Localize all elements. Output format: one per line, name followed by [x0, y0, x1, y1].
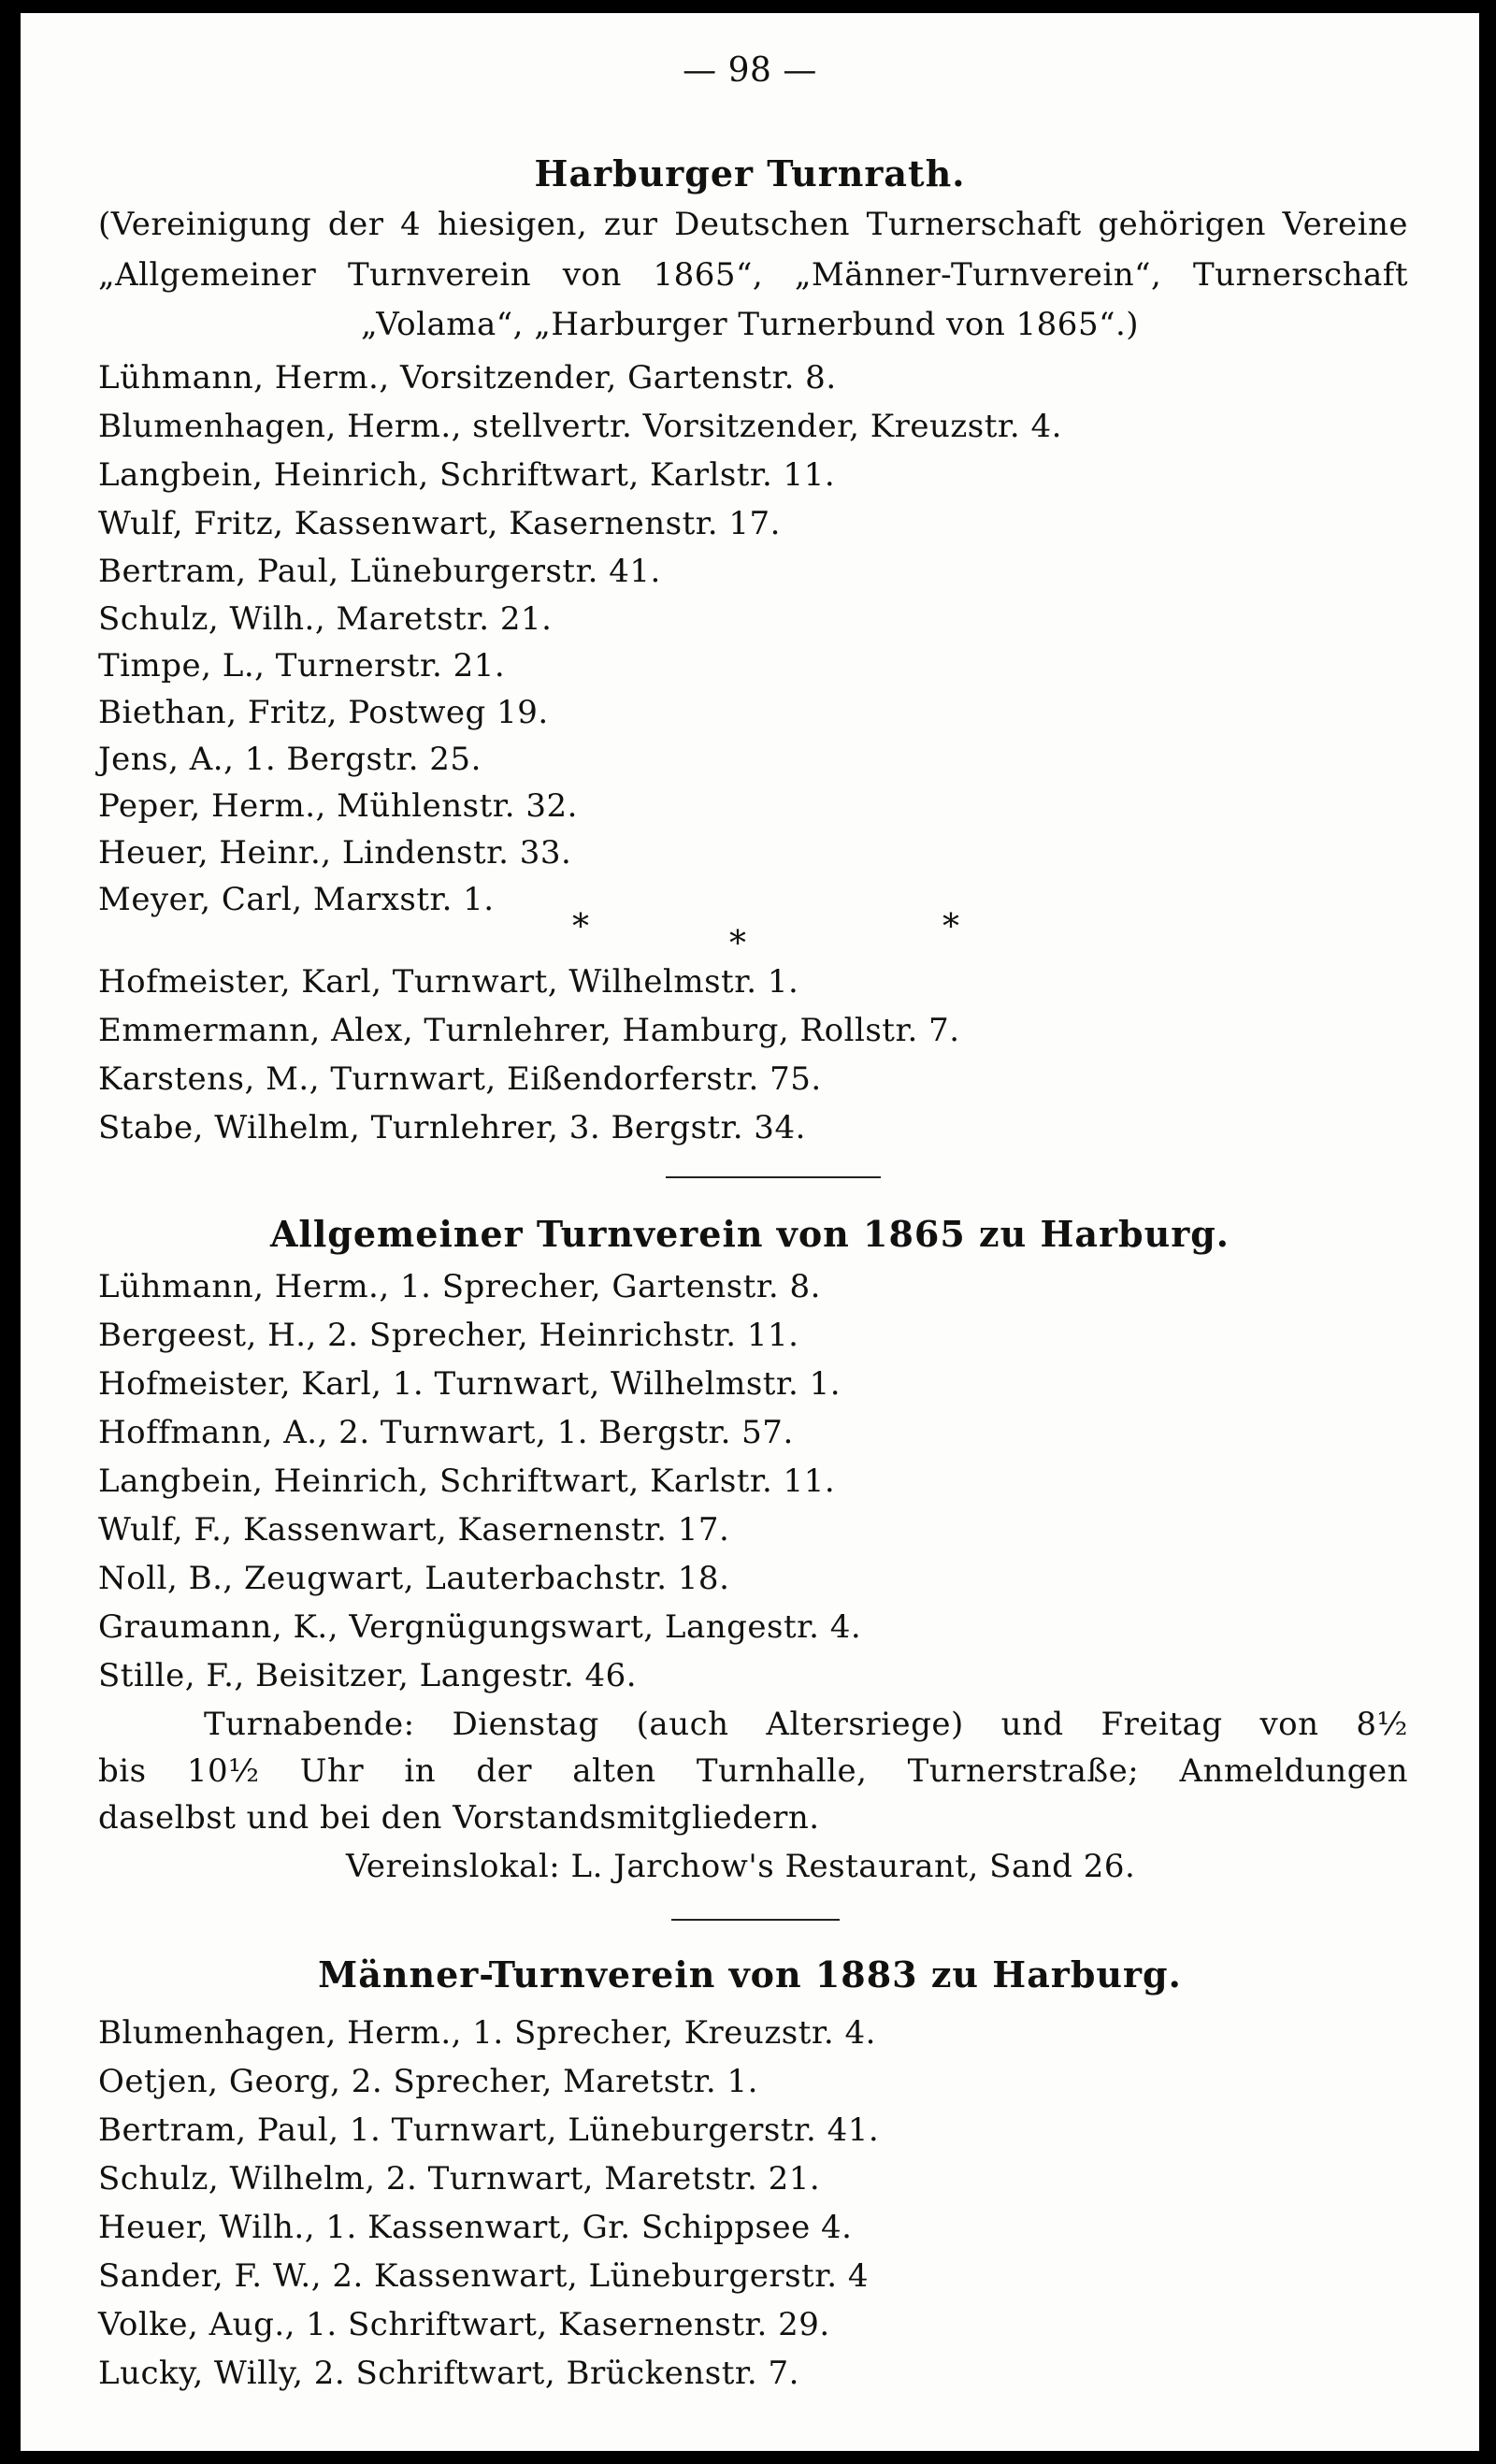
list-item: Biethan, Fritz, Postweg 19.	[98, 694, 549, 731]
list-item: Peper, Herm., Mühlenstr. 32.	[98, 787, 578, 825]
intro-line-3: „Volama“, „Harburger Turnerbund von 1865“.)	[360, 306, 1140, 343]
intro-line-1: (Vereinigung der 4 hiesigen, zur Deutschen Turnerschaft gehörigen Vereine	[98, 206, 1408, 243]
list-item: Hofmeister, Karl, 1. Turnwart, Wilhelmstr. 1.	[98, 1365, 842, 1403]
list-item: Sander, F. W., 2. Kassenwart, Lüneburgerstr. 4	[98, 2257, 869, 2295]
list-item: Bertram, Paul, 1. Turnwart, Lüneburgerstr. 41.	[98, 2111, 880, 2149]
list-item: Heuer, Wilh., 1. Kassenwart, Gr. Schippsee 4.	[98, 2209, 853, 2246]
list-item: Stabe, Wilhelm, Turnlehrer, 3. Bergstr. 34.	[98, 1109, 806, 1146]
section-heading-turnrath: Harburger Turnrath.	[534, 152, 966, 195]
club-venue: Vereinslokal: L. Jarchow's Restaurant, Sand 26.	[346, 1848, 1136, 1885]
list-item: Hofmeister, Karl, Turnwart, Wilhelmstr. 1.	[98, 963, 799, 1001]
list-item: Schulz, Wilh., Maretstr. 21.	[98, 600, 553, 638]
list-item: Noll, B., Zeugwart, Lauterbachstr. 18.	[98, 1560, 730, 1597]
list-item: Hoffmann, A., 2. Turnwart, 1. Bergstr. 57.	[98, 1414, 794, 1451]
list-item: Blumenhagen, Herm., 1. Sprecher, Kreuzstr. 4.	[98, 2014, 876, 2052]
list-item: Lühmann, Herm., Vorsitzender, Gartenstr. 8.	[98, 359, 837, 396]
section-heading-atv-1865: Allgemeiner Turnverein von 1865 zu Harburg.	[269, 1213, 1230, 1255]
list-item: Lucky, Willy, 2. Schriftwart, Brückenstr. 7.	[98, 2355, 799, 2392]
asterisk: *	[729, 925, 746, 963]
schedule-note-line-1: Turnabende: Dienstag (auch Altersriege) und Freitag von 8½	[204, 1706, 1408, 1743]
document-page	[21, 13, 1479, 2451]
list-item: Jens, A., 1. Bergstr. 25.	[98, 741, 482, 778]
list-item: Wulf, Fritz, Kassenwart, Kasernenstr. 17.	[98, 505, 781, 542]
list-item: Meyer, Carl, Marxstr. 1.	[98, 881, 495, 918]
list-item: Stille, F., Beisitzer, Langestr. 46.	[98, 1657, 638, 1694]
asterisk: *	[942, 908, 959, 946]
list-item: Lühmann, Herm., 1. Sprecher, Gartenstr. 8.	[98, 1268, 821, 1305]
intro-line-2: „Allgemeiner Turnverein von 1865“, „Männer-Turnverein“, Turnerschaft	[98, 256, 1408, 294]
page-number: — 98 —	[683, 51, 817, 90]
list-item: Bergeest, H., 2. Sprecher, Heinrichstr. 11.	[98, 1317, 799, 1354]
list-item: Langbein, Heinrich, Schriftwart, Karlstr. 11.	[98, 456, 836, 494]
list-item: Emmermann, Alex, Turnlehrer, Hamburg, Rollstr. 7.	[98, 1012, 960, 1049]
asterisk-separator	[21, 908, 1479, 963]
list-item: Bertram, Paul, Lüneburgerstr. 41.	[98, 553, 661, 590]
list-item: Graumann, K., Vergnügungswart, Langestr. 4.	[98, 1608, 862, 1646]
list-item: Langbein, Heinrich, Schriftwart, Karlstr. 11.	[98, 1463, 836, 1500]
list-item: Volke, Aug., 1. Schriftwart, Kasernenstr. 29.	[98, 2306, 830, 2343]
section-divider	[671, 1919, 840, 1921]
list-item: Schulz, Wilhelm, 2. Turnwart, Maretstr. 21.	[98, 2160, 821, 2197]
list-item: Blumenhagen, Herm., stellvertr. Vorsitzender, Kreuzstr. 4.	[98, 408, 1062, 445]
section-divider	[666, 1176, 881, 1178]
schedule-note-line-2: bis 10½ Uhr in der alten Turnhalle, Turnerstraße; Anmeldungen	[98, 1752, 1408, 1790]
asterisk: *	[572, 908, 589, 946]
list-item: Wulf, F., Kassenwart, Kasernenstr. 17.	[98, 1511, 730, 1549]
list-item: Karstens, M., Turnwart, Eißendorferstr. 75.	[98, 1060, 822, 1098]
list-item: Heuer, Heinr., Lindenstr. 33.	[98, 834, 572, 872]
list-item: Timpe, L., Turnerstr. 21.	[98, 647, 506, 684]
section-heading-mtv-1883: Männer-Turnverein von 1883 zu Harburg.	[318, 1953, 1182, 1996]
list-item: Oetjen, Georg, 2. Sprecher, Maretstr. 1.	[98, 2063, 758, 2100]
schedule-note-line-3: daselbst und bei den Vorstandsmitgliedern.	[98, 1799, 820, 1837]
